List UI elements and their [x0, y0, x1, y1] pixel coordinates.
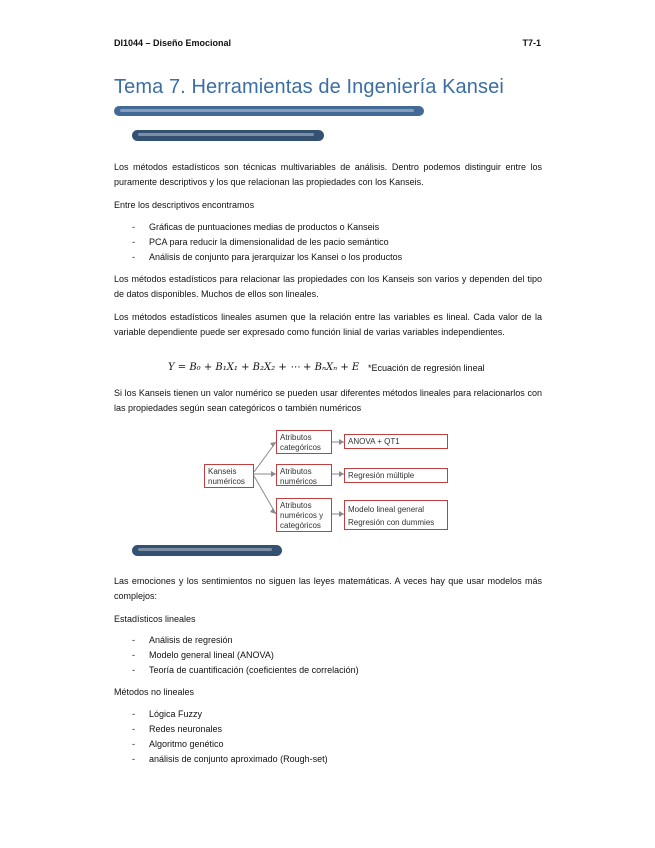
node-anova-qt1: ANOVA + QT1	[344, 434, 448, 449]
nonlinear-heading: Métodos no lineales	[114, 687, 195, 697]
list-item: - análisis de conjunto aproximado (Rough-set)	[114, 752, 542, 767]
list-item: - Gráficas de puntuaciones medias de productos o Kanseis	[114, 220, 542, 235]
node-atributos-categoricos: Atributos categóricos	[276, 430, 332, 454]
bullet-dash: -	[132, 724, 135, 734]
redacted-heading-scribble	[114, 106, 424, 116]
bullet-dash: -	[132, 739, 135, 749]
bullet-dash: -	[132, 754, 135, 764]
redacted-section-scribble	[132, 545, 282, 556]
methods-diagram	[204, 430, 458, 540]
bullet-dash: -	[132, 650, 135, 660]
list-item: - Redes neuronales	[114, 722, 542, 737]
intro-paragraph: Los métodos estadísticos son técnicas multivariables de análisis. Dentro podemos distinguir entre los puramente descriptivos y los que relacionan las propiedades con los Kanseis.	[114, 162, 542, 187]
list-item: - Lógica Fuzzy	[114, 707, 542, 722]
list-item: - Algoritmo genético	[114, 737, 542, 752]
list-item: - Análisis de conjunto para jerarquizar los Kansei o los productos	[114, 250, 542, 265]
bullet-dash: -	[132, 252, 135, 262]
page-title: Tema 7. Herramientas de Ingeniería Kansei	[114, 76, 504, 98]
bullet-dash: -	[132, 237, 135, 247]
nonlinear-list	[114, 707, 542, 767]
method-modelo-lineal-general: Modelo lineal general	[348, 505, 425, 514]
node-regresion-multiple: Regresión múltiple	[344, 468, 448, 483]
node-kanseis-numericos: Kanseis numéricos	[204, 464, 254, 488]
list-item: - Análisis de regresión	[114, 633, 542, 648]
bullet-dash: -	[132, 709, 135, 719]
method-regresion-dummies: Regresión con dummies	[348, 518, 435, 527]
descriptive-list	[114, 220, 542, 265]
bullet-dash: -	[132, 635, 135, 645]
relation-paragraph: Los métodos estadísticos para relacionar las propiedades con los Kanseis son varios y dependen del tipo de datos disponibles. Muchos de ellos son lineales.	[114, 274, 542, 299]
bullet-dash: -	[132, 222, 135, 232]
node-modelos-mixtos	[344, 500, 448, 530]
descriptive-intro: Entre los descriptivos encontramos	[114, 200, 255, 210]
bullet-dash: -	[132, 665, 135, 675]
list-item: - Modelo general lineal (ANOVA)	[114, 648, 542, 663]
list-item: - Teoría de cuantificación (coeficientes de correlación)	[114, 663, 542, 678]
header-page-ref: T7-1	[522, 38, 541, 48]
linear-stats-list	[114, 633, 542, 678]
node-atributos-numericos: Atributos numéricos	[276, 464, 332, 486]
equation-note: *Ecuación de regresión lineal	[368, 363, 485, 373]
header-course: DI1044 – Diseño Emocional	[114, 38, 232, 48]
regression-equation: Y = B₀ + B₁X₁ + B₂X₂ + ⋯ + BₙXₙ + E	[168, 362, 360, 373]
linear-stats-heading: Estadísticos lineales	[114, 614, 196, 624]
list-item: - PCA para reducir la dimensionalidad de les pacio semántico	[114, 235, 542, 250]
node-atributos-mixtos: Atributos numéricos y categóricos	[276, 498, 332, 532]
numeric-kansei-paragraph: Si los Kanseis tienen un valor numérico se pueden usar diferentes métodos lineales para relacionarlos con las propiedades según sean categóricos o también numéricos	[114, 388, 542, 413]
linear-methods-paragraph: Los métodos estadísticos lineales asumen que la relación entre las variables es lineal. Cada valor de la variable dependiente puede ser expresado como función linial de varias variables independientes.	[114, 312, 542, 337]
emotions-paragraph: Las emociones y los sentimientos no siguen las leyes matemáticas. A veces hay que usar modelos más complejos:	[114, 576, 542, 601]
redacted-subheading-scribble	[132, 130, 324, 141]
